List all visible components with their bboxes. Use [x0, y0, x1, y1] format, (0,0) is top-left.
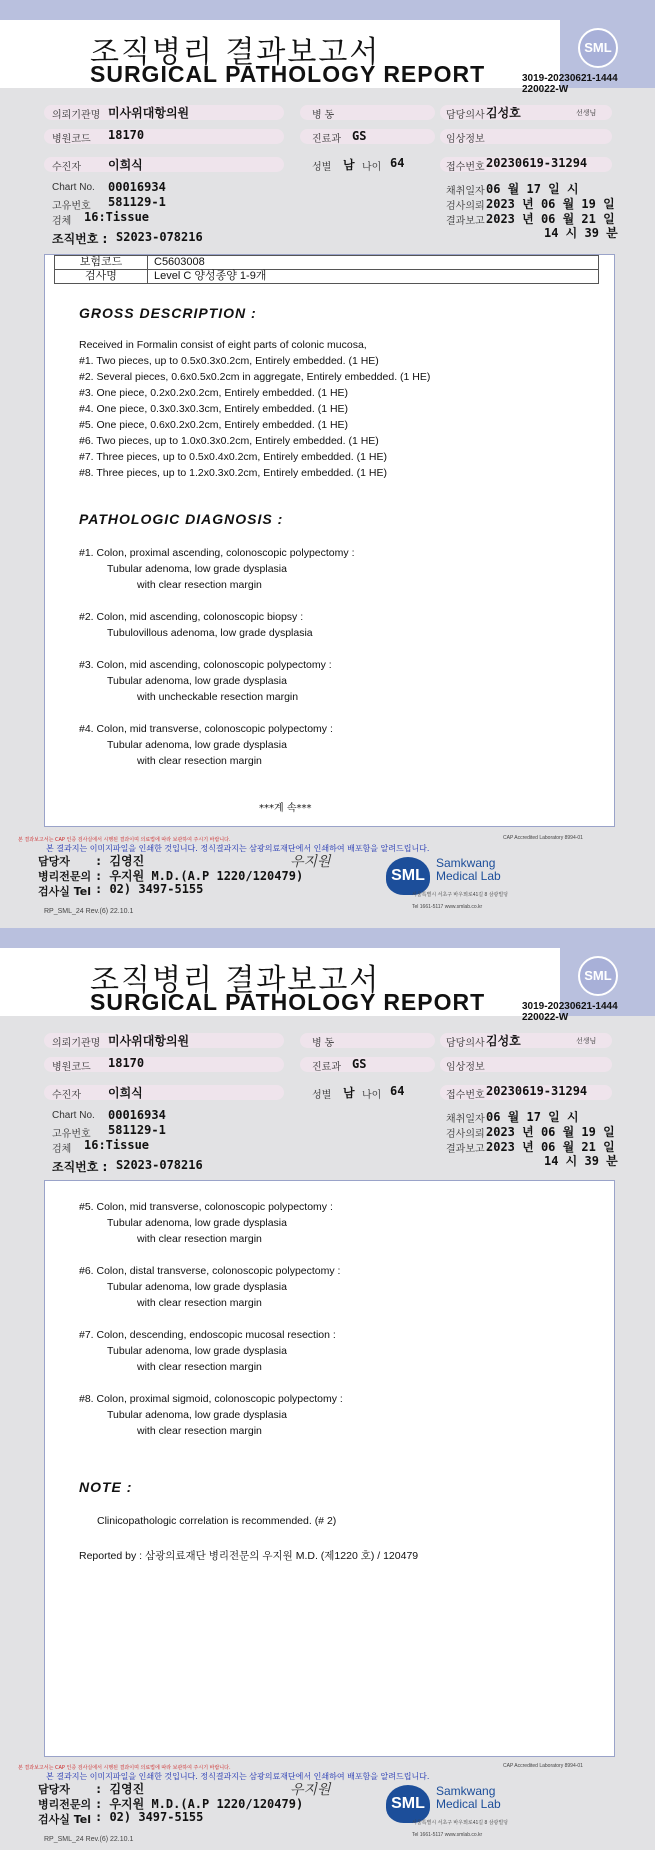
reported-by: Reported by : 삼광의료재단 병리전문의 우지원 M.D. (제1220 호) / 120479: [79, 1550, 419, 1562]
lab-tel-value: : 02) 3497-5155: [95, 1810, 204, 1824]
patient-name: 이희식: [108, 1086, 143, 1100]
specimen-value: 16:Tissue: [84, 210, 150, 224]
hospital-code-value: 18170: [108, 1056, 145, 1070]
sex-value: 남: [343, 1086, 355, 1100]
cap-accreditation: CAP Accredited Laboratory 8994-01: [503, 1763, 583, 1769]
diagnosis-finding: Tubular adenoma, low grade dysplasia: [107, 1409, 287, 1421]
report-body-page-1: [44, 254, 615, 827]
diagnosis-margin: with clear resection margin: [137, 1297, 262, 1309]
ward-label: 병 동: [312, 1038, 335, 1049]
samkwang-logo: [386, 1783, 536, 1827]
doctor-suffix: 선생님: [576, 1038, 597, 1045]
sex-label: 성별: [312, 1090, 332, 1101]
manager-value: : 김영진: [95, 854, 145, 868]
insurance-code-value: C5603008: [148, 256, 599, 270]
report-title-english: SURGICAL PATHOLOGY REPORT: [90, 989, 486, 1015]
report-id-line-2: 220022-W: [522, 84, 569, 95]
footer-notice: 본 결과지는 이미지파일을 인쇄한 것입니다. 정식결과지는 삼광의료재단에서 인쇄하여 배포함을 알려드립니다.: [46, 1772, 430, 1781]
dept-value: GS: [352, 129, 367, 143]
patient-name: 이희식: [108, 158, 143, 172]
diagnosis-site: #8. Colon, proximal sigmoid, colonoscopic polypectomy :: [79, 1393, 343, 1405]
report-body-page-2: [44, 1180, 615, 1757]
lab-tel-label: 검사실 Tel: [38, 1813, 91, 1826]
lab-address: 서울특별시 서초구 바우뫼로41길 8 삼광빌딩: [412, 1820, 509, 1826]
test-name-row: [55, 270, 599, 284]
lab-name-line-2: Medical Lab: [436, 869, 501, 883]
footer-notice: 본 결과지는 이미지파일을 인쇄한 것입니다. 정식결과지는 삼광의료재단에서 인쇄하여 배포함을 알려드립니다.: [46, 844, 430, 853]
unique-no-label: 고유번호: [52, 1129, 91, 1140]
report-id: [522, 1001, 618, 1023]
hospital-code-label: 병원코드: [52, 1062, 91, 1073]
collect-value: 06 월 17 일 시: [486, 1110, 579, 1124]
age-label: 나이: [362, 1090, 382, 1101]
test-name-label: 검사명: [55, 270, 148, 284]
manager-label: 담당자: [38, 855, 70, 868]
doctor-suffix: 선생님: [576, 110, 597, 117]
specimen-label: 검체: [52, 216, 72, 227]
institution-label: 의뢰기관명: [52, 1038, 101, 1049]
sex-value: 남: [343, 158, 355, 172]
gross-description-heading: GROSS DESCRIPTION :: [79, 305, 257, 321]
diagnosis-margin: with clear resection margin: [137, 1233, 262, 1245]
lab-tel-label: 검사실 Tel: [38, 885, 91, 898]
continued-marker: ***계 속***: [259, 803, 312, 814]
diagnosis-finding: Tubular adenoma, low grade dysplasia: [107, 563, 287, 575]
dept-value: GS: [352, 1057, 367, 1071]
tissue-no-label: 조직번호 :: [52, 232, 108, 246]
pathologist-value: : 우지원 M.D.(A.P 1220/120479): [95, 869, 304, 883]
receipt-value: 20230619-31294: [486, 156, 588, 170]
manager-value: : 김영진: [95, 1782, 145, 1796]
report-title-korean: 조직병리 결과보고서: [90, 35, 381, 70]
result-value: 2023 년 06 월 21 일: [486, 1140, 615, 1154]
institution-value: 미사위대항의원: [108, 1034, 190, 1048]
note-heading: NOTE :: [79, 1479, 133, 1495]
gross-line: #5. One piece, 0.6x0.2x0.2cm, Entirely embedded. (1 HE): [79, 419, 349, 431]
diagnosis-finding: Tubular adenoma, low grade dysplasia: [107, 675, 287, 687]
lab-tel-value: : 02) 3497-5155: [95, 882, 204, 896]
request-label: 검사의뢰: [446, 201, 485, 212]
pathologist-label: 병리전문의: [38, 1798, 92, 1811]
gross-line: #3. One piece, 0.2x0.2x0.2cm, Entirely embedded. (1 HE): [79, 387, 349, 399]
samkwang-logo: [386, 855, 536, 899]
report-id-line-1: 3019-20230621-1444: [522, 73, 618, 84]
report-page-2: [0, 928, 655, 1843]
result-label: 결과보고: [446, 216, 485, 227]
pathologist-signature: 우지원: [290, 1782, 331, 1798]
lab-name: [436, 857, 501, 883]
diagnosis-finding: Tubular adenoma, low grade dysplasia: [107, 1217, 287, 1229]
footer-fine-print: 본 결과보고서는 CAP 인증 검사실에서 시행된 결과이며 의료법에 따라 보관하여 주시기 바랍니다.: [18, 1765, 231, 1771]
report-title-english: SURGICAL PATHOLOGY REPORT: [90, 61, 486, 87]
hospital-code-label: 병원코드: [52, 134, 91, 145]
sex-label: 성별: [312, 162, 332, 173]
age-value: 64: [390, 1084, 405, 1098]
diagnosis-margin: with uncheckable resection margin: [137, 691, 299, 703]
gross-line: #6. Two pieces, up to 1.0x0.3x0.2cm, Entirely embedded. (1 HE): [79, 435, 379, 447]
result-value: 2023 년 06 월 21 일: [486, 212, 615, 226]
pathologist-label: 병리전문의: [38, 870, 92, 883]
sml-mark-icon: SML: [386, 857, 430, 895]
request-value: 2023 년 06 월 19 일: [486, 1125, 615, 1139]
gross-line: #2. Several pieces, 0.6x0.5x0.2cm in aggregate, Entirely embedded. (1 HE): [79, 371, 431, 383]
manager-label: 담당자: [38, 1783, 70, 1796]
collect-value: 06 월 17 일 시: [486, 182, 579, 196]
gross-line: #1. Two pieces, up to 0.5x0.3x0.2cm, Entirely embedded. (1 HE): [79, 355, 379, 367]
footer-fine-print: 본 결과보고서는 CAP 인증 검사실에서 시행된 결과이며 의료법에 따라 보관하여 주시기 바랍니다.: [18, 837, 231, 843]
insurance-table: [54, 255, 599, 284]
form-code: RP_SML_24 Rev.(6) 22.10.1: [44, 908, 134, 915]
tissue-no-value: S2023-078216: [116, 1158, 203, 1172]
diagnosis-margin: with clear resection margin: [137, 755, 262, 767]
specimen-label: 검체: [52, 1144, 72, 1155]
result-time: 14 시 39 분: [544, 1154, 618, 1168]
chart-no-value: 00016934: [108, 1108, 166, 1122]
patient-label: 수진자: [52, 162, 81, 173]
receipt-value: 20230619-31294: [486, 1084, 588, 1098]
clinical-label: 임상정보: [446, 134, 485, 145]
receipt-label: 접수번호: [446, 162, 485, 173]
report-page-1: [0, 0, 655, 915]
lab-name-line-1: Samkwang: [436, 1784, 496, 1798]
diagnosis-margin: with clear resection margin: [137, 1425, 262, 1437]
report-id: [522, 73, 618, 95]
diagnosis-site: #2. Colon, mid ascending, colonoscopic biopsy :: [79, 611, 304, 623]
collect-label: 채취일자: [446, 186, 485, 197]
chart-no-value: 00016934: [108, 180, 166, 194]
sml-mark-icon: SML: [386, 1785, 430, 1823]
diagnosis-site: #3. Colon, mid ascending, colonoscopic polypectomy :: [79, 659, 332, 671]
lab-contact: Tel 1661-5117 www.smlab.co.kr: [412, 904, 483, 910]
age-value: 64: [390, 156, 405, 170]
diagnosis-margin: with clear resection margin: [137, 579, 262, 591]
unique-no-value: 581129-1: [108, 1123, 166, 1137]
doctor-label: 담당의사: [446, 1038, 485, 1049]
doctor-label: 담당의사: [446, 110, 485, 121]
diagnosis-site: #4. Colon, mid transverse, colonoscopic polypectomy :: [79, 723, 333, 735]
note-text: Clinicopathologic correlation is recommended. (# 2): [97, 1515, 337, 1527]
pathologist-signature: 우지원: [290, 854, 331, 870]
tissue-no-label: 조직번호 :: [52, 1160, 108, 1174]
test-name-value: Level C 양성종양 1-9개: [148, 270, 599, 284]
pathologic-diagnosis-heading: PATHOLOGIC DIAGNOSIS :: [79, 511, 284, 527]
diagnosis-finding: Tubular adenoma, low grade dysplasia: [107, 739, 287, 751]
diagnosis-site: #1. Colon, proximal ascending, colonoscopic polypectomy :: [79, 547, 355, 559]
lab-name-line-1: Samkwang: [436, 856, 496, 870]
sml-logo-icon: SML: [578, 956, 618, 996]
insurance-code-label: 보험코드: [55, 256, 148, 270]
age-label: 나이: [362, 162, 382, 173]
pathologist-value: : 우지원 M.D.(A.P 1220/120479): [95, 1797, 304, 1811]
request-value: 2023 년 06 월 19 일: [486, 197, 615, 211]
unique-no-value: 581129-1: [108, 195, 166, 209]
collect-label: 채취일자: [446, 1114, 485, 1125]
dept-label: 진료과: [312, 134, 341, 145]
gross-line: #8. Three pieces, up to 1.2x0.3x0.2cm, Entirely embedded. (1 HE): [79, 467, 387, 479]
result-time: 14 시 39 분: [544, 226, 618, 240]
diagnosis-finding: Tubular adenoma, low grade dysplasia: [107, 1345, 287, 1357]
gross-line: #7. Three pieces, up to 0.5x0.4x0.2cm, Entirely embedded. (1 HE): [79, 451, 387, 463]
lab-name: [436, 1785, 501, 1811]
sml-logo-icon: SML: [578, 28, 618, 68]
lab-address: 서울특별시 서초구 바우뫼로41길 8 삼광빌딩: [412, 892, 509, 898]
lab-name-line-2: Medical Lab: [436, 1797, 501, 1811]
form-code: RP_SML_24 Rev.(6) 22.10.1: [44, 1836, 134, 1843]
diagnosis-finding: Tubulovillous adenoma, low grade dysplasia: [107, 627, 313, 639]
institution-value: 미사위대항의원: [108, 106, 190, 120]
specimen-value: 16:Tissue: [84, 1138, 150, 1152]
patient-label: 수진자: [52, 1090, 81, 1101]
report-title-korean: 조직병리 결과보고서: [90, 963, 381, 998]
request-label: 검사의뢰: [446, 1129, 485, 1140]
chart-no-label: Chart No.: [52, 182, 95, 193]
clinical-label: 임상정보: [446, 1062, 485, 1073]
result-label: 결과보고: [446, 1144, 485, 1155]
dept-label: 진료과: [312, 1062, 341, 1073]
gross-line: Received in Formalin consist of eight parts of colonic mucosa,: [79, 339, 367, 351]
insurance-code-row: [55, 256, 599, 270]
unique-no-label: 고유번호: [52, 201, 91, 212]
diagnosis-site: #5. Colon, mid transverse, colonoscopic polypectomy :: [79, 1201, 333, 1213]
receipt-label: 접수번호: [446, 1090, 485, 1101]
hospital-code-value: 18170: [108, 128, 145, 142]
diagnosis-margin: with clear resection margin: [137, 1361, 262, 1373]
lab-contact: Tel 1661-5117 www.smlab.co.kr: [412, 1832, 483, 1838]
gross-line: #4. One piece, 0.3x0.3x0.3cm, Entirely embedded. (1 HE): [79, 403, 349, 415]
diagnosis-site: #7. Colon, descending, endoscopic mucosal resection :: [79, 1329, 336, 1341]
institution-label: 의뢰기관명: [52, 110, 101, 121]
chart-no-label: Chart No.: [52, 1110, 95, 1121]
cap-accreditation: CAP Accredited Laboratory 8994-01: [503, 835, 583, 841]
doctor-value: 김성호: [486, 106, 521, 120]
tissue-no-value: S2023-078216: [116, 230, 203, 244]
diagnosis-finding: Tubular adenoma, low grade dysplasia: [107, 1281, 287, 1293]
report-id-line-2: 220022-W: [522, 1012, 569, 1023]
diagnosis-site: #6. Colon, distal transverse, colonoscopic polypectomy :: [79, 1265, 341, 1277]
ward-label: 병 동: [312, 110, 335, 121]
report-id-line-1: 3019-20230621-1444: [522, 1001, 618, 1012]
doctor-value: 김성호: [486, 1034, 521, 1048]
